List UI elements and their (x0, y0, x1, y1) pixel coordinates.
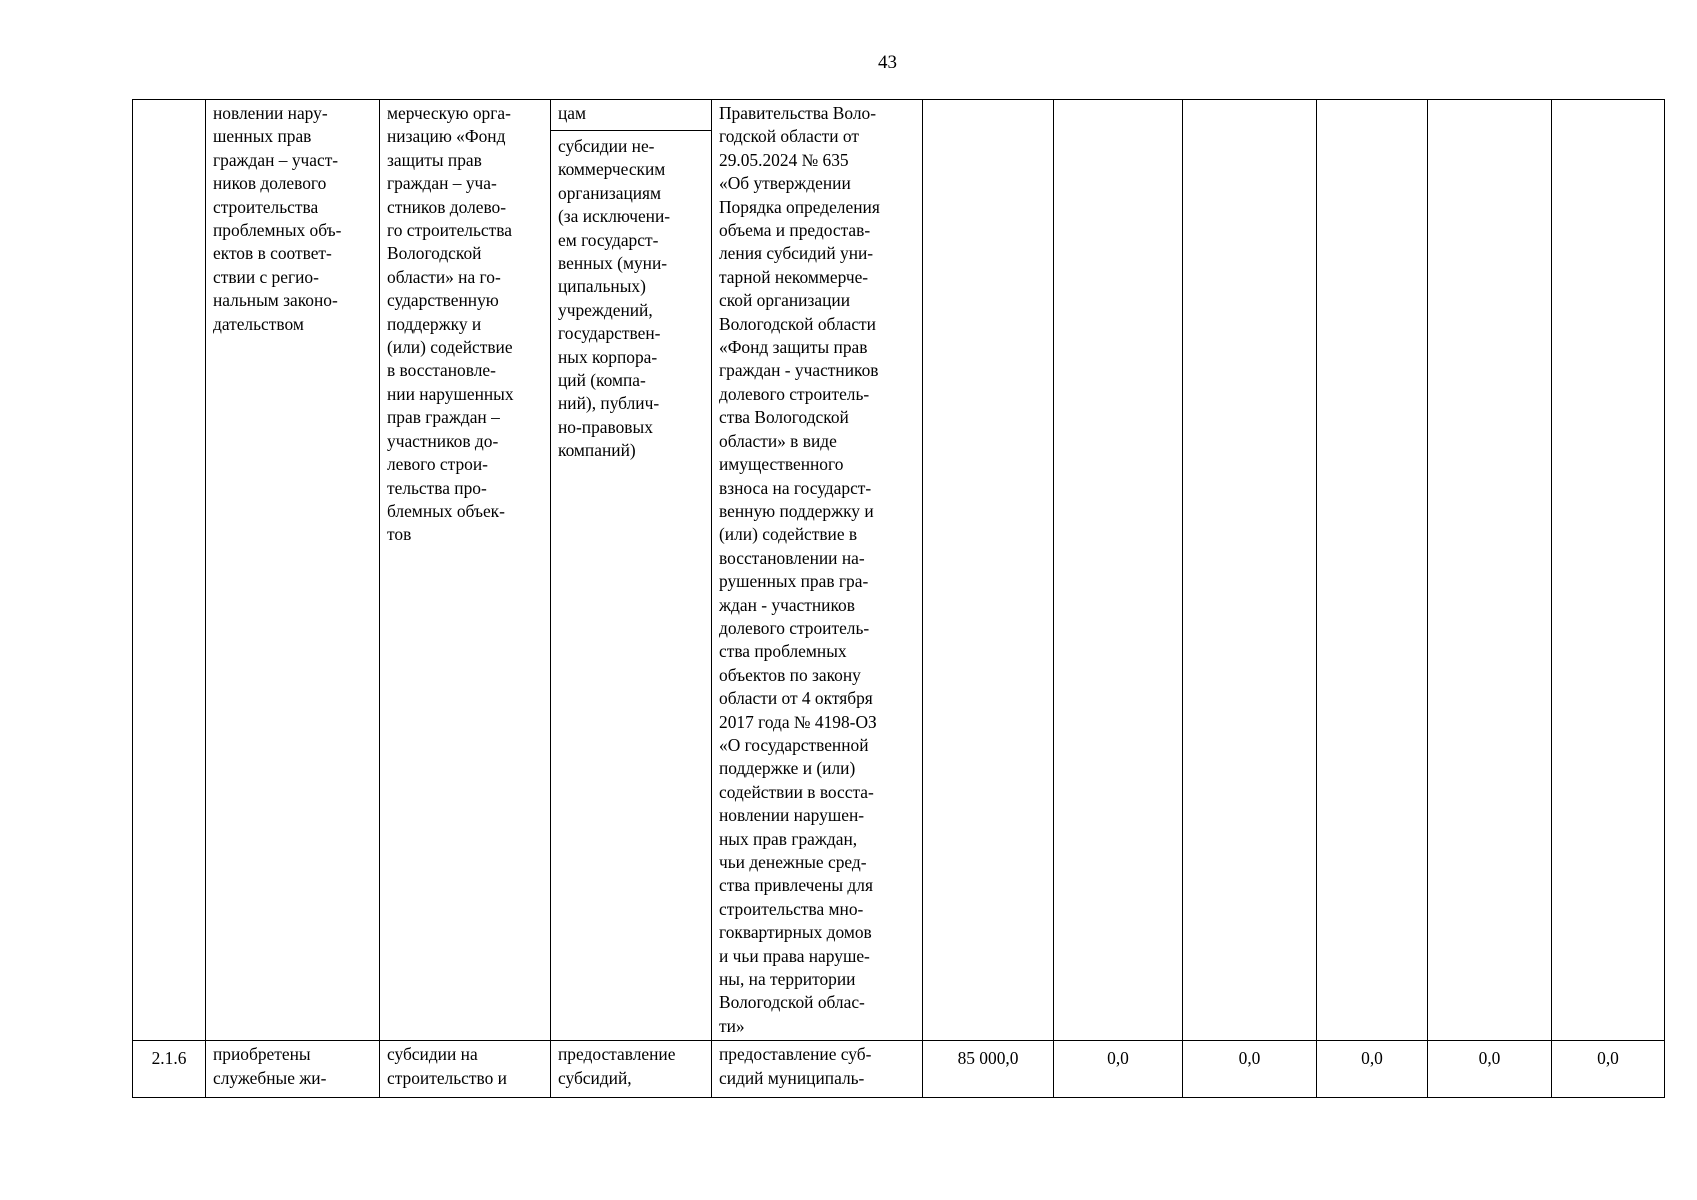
table-row (133, 1041, 1665, 1098)
cell-value-empty (1183, 100, 1317, 1041)
page-number: 43 (878, 52, 897, 73)
cell-value-empty (1552, 100, 1665, 1041)
cell-type-top: цам (551, 100, 711, 131)
cell-value: 85 000,0 (923, 1041, 1054, 1098)
cell-result: приобретены служебные жи- (206, 1041, 380, 1098)
cell-index (133, 100, 206, 1041)
cell-value: 0,0 (1317, 1041, 1428, 1098)
cell-value-empty (1054, 100, 1183, 1041)
cell-value-empty (923, 100, 1054, 1041)
budget-table (132, 99, 1665, 1098)
cell-value-empty (1317, 100, 1428, 1041)
cell-value: 0,0 (1183, 1041, 1317, 1098)
cell-value: 0,0 (1552, 1041, 1665, 1098)
cell-type: предоставление субсидий, (551, 1041, 712, 1098)
cell-basis: предоставление суб- сидий муниципаль- (712, 1041, 923, 1098)
cell-value: 0,0 (1054, 1041, 1183, 1098)
table-row (133, 100, 1665, 1041)
cell-index: 2.1.6 (133, 1041, 206, 1098)
cell-event: мерческую орга- низацию «Фонд защиты прав граждан – уча- стников долево- го строительства Вологодской области» на го- сударственную поддержку и (или) содействие в восстановле- нии нарушенных прав граждан – участников до- левого строи- тельства про- блемных объек- тов (380, 100, 551, 1041)
cell-value: 0,0 (1428, 1041, 1552, 1098)
cell-type (551, 100, 712, 1041)
cell-type-bottom: субсидии не- коммерческим организациям (за исключени- ем государст- венных (муни- ципальных) учреждений, государствен- ных корпора- ций (компа- ний), публич- но-правовых компаний) (558, 136, 671, 461)
cell-value-empty (1428, 100, 1552, 1041)
cell-event: субсидии на строительство и (380, 1041, 551, 1098)
cell-basis: Правительства Воло- годской области от 29.05.2024 № 635 «Об утверждении Порядка определения объема и предостав- ления субсидий уни- тарной некоммерче- ской организации Вологодской области «Фонд защиты прав граждан - участников долевого строитель- ства Вологодской области» в виде имущественного взноса на государст- венную поддержку и (или) содействие в восстановлении на- рушенных прав гра- ждан - участников долевого строитель- ства проблемных объектов по закону области от 4 октября 2017 года № 4198-ОЗ «О государственной поддержке и (или) содействии в восста- новлении нарушен- ных прав граждан, чьи денежные сред- ства привлечены для строительства мно- гоквартирных домов и чьи права наруше- ны, на территории Вологодской облас- ти» (712, 100, 923, 1041)
cell-result: новлении нару- шенных прав граждан – участ- ников долевого строительства проблемных объ- ектов в соответ- ствии с регио- нальным законо- дательством (206, 100, 380, 1041)
